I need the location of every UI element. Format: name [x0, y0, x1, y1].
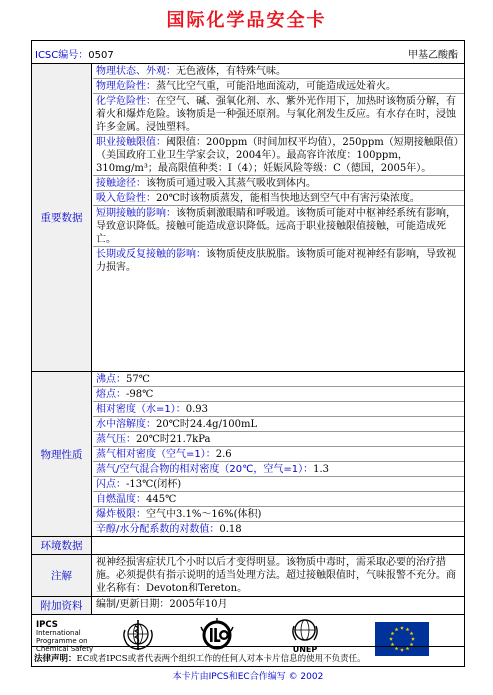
icsc-number: ICSC编号：0507: [35, 50, 114, 61]
item-chemical-hazard: 化学危险性：在空气、碱、强氧化剂、水、紫外光作用下，加热时该物质分解，有着火和爆炸危险。该物质是一种强还原剂。与氧化剂发生反应。有水存在时，浸蚀许多金属。浸蚀塑料。: [93, 94, 464, 135]
prop-flash-point: 闪点：-13℃(闭杯): [93, 477, 464, 492]
environment-content: [93, 537, 464, 554]
section-label-important: 重要数据: [32, 64, 92, 371]
item-exposure-limits: 职业接触限值：阈限值：200ppm（时间加权平均值），250ppm（短期接触限值）（美国政府工业卫生学家会议，2004年）。最高容许浓度：100ppm，310mg/m³；最高限值种类：I（4）；妊娠风险等级：C（德国，2005年）。: [93, 135, 464, 176]
section-label-additional: 附加资料: [32, 597, 92, 614]
prop-melting-point: 熔点：-98℃: [93, 387, 464, 402]
item-physical-hazard: 物理危险性：蒸气比空气重，可能沿地面流动，可能造成远处着火。: [93, 79, 464, 94]
prop-autoignition: 自燃温度：445℃: [93, 492, 464, 507]
unep-logo-label: UNEP: [292, 645, 318, 654]
section-important-data: [32, 64, 464, 372]
item-appearance: 物理状态、外观：无色液体，有特殊气味。: [93, 64, 464, 79]
credit-line: 本卡片由IPCS和EC合作编写 © 2002: [172, 672, 324, 682]
card-title: 国际化学品安全卡: [166, 10, 327, 31]
item-long-term: 长期或反复接触的影响：该物质使皮肤脱脂。该物质可能对视神经有影响，导致视力损害。: [96, 249, 456, 273]
section-label-notes: 注解: [32, 555, 92, 596]
prop-vapour-pressure: 蒸气压：20℃时21.7kPa: [93, 432, 464, 447]
section-label-physical: 物理性质: [32, 372, 92, 536]
prop-explosive-limits: 爆炸极限：空气中3.1%～16%(体积): [93, 507, 464, 522]
prop-solubility: 水中溶解度：20℃时24.4g/100mL: [93, 417, 464, 432]
prop-relative-density: 相对密度（水=1）：0.93: [93, 402, 464, 417]
prop-mixture-density: 蒸气/空气混合物的相对密度（20℃，空气=1）：1.3: [93, 462, 464, 477]
item-routes: 接触途径：该物质可通过吸入其蒸气吸收到体内。: [93, 176, 464, 191]
physical-property-items: [93, 372, 464, 536]
ipcs-logo-text: IPCS International Programme on Chemical Safety: [36, 620, 94, 653]
additional-content: 编制/更新日期：2005年10月: [96, 599, 228, 610]
prop-vapour-density: 蒸气相对密度（空气=1）：2.6: [93, 447, 464, 462]
important-data-items: [93, 64, 464, 371]
section-notes: [32, 555, 464, 597]
item-short-term: 短期接触的影响：该物质刺激眼睛和呼吸道。该物质可能对中枢神经系统有影响，导致意识降低。接触可能造成意识降低。远高于职业接触限值接触，可能造成死亡。: [93, 206, 464, 247]
chemical-name: 甲基乙酸酯: [408, 50, 458, 61]
section-additional-info: [32, 597, 464, 615]
section-physical-properties: [32, 372, 464, 537]
section-environmental-data: [32, 537, 464, 555]
icsc-row: [32, 41, 464, 64]
notes-content: 视神经损害症状几个小时以后才变得明显。该物质中毒时，需采取必要的治疗措施。必须提供有指示说明的适当处理方法。超过接触限值时，气味报警不充分。商业名称有：Devoton和Tereton。: [96, 557, 456, 594]
prop-log-pow: 辛醇/水分配系数的对数值：0.18: [96, 524, 242, 535]
prop-boiling-point: 沸点：57℃: [93, 372, 464, 387]
section-label-environment: 环境数据: [32, 537, 92, 554]
item-inhalation-risk: 吸入危险性：20℃时该物质蒸发，能相当快地达到空气中有害污染浓度。: [93, 191, 464, 206]
legal-notice: 法律声明：EC或者IPCS或者代表两个组织工作的任何人对本卡片信息的使用不负责任。: [32, 646, 464, 669]
safety-card: [31, 40, 465, 682]
